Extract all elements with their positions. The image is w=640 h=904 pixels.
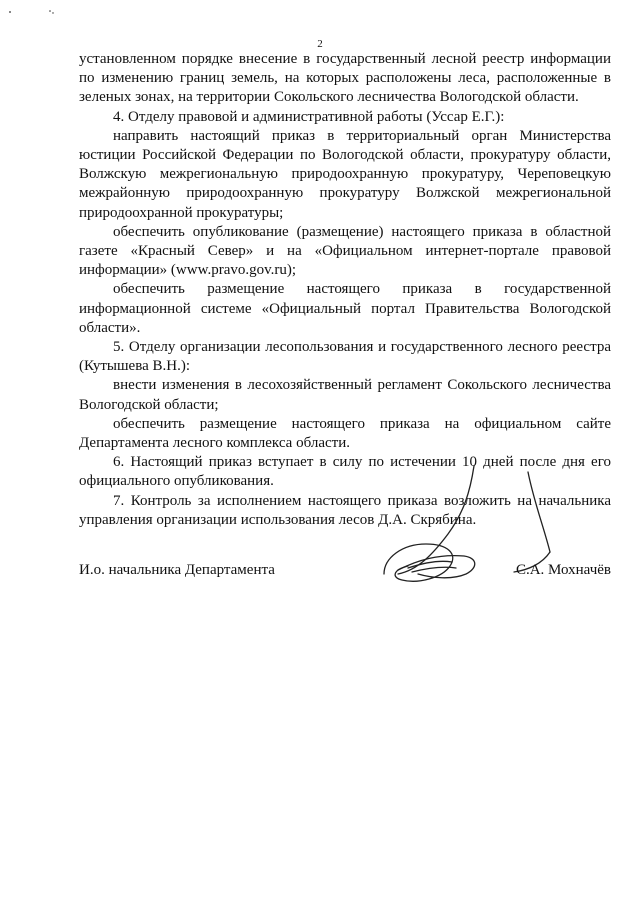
paragraph: 4. Отделу правовой и административной работы (Уссар Е.Г.): [113,108,505,125]
paragraph: обеспечить опубликование (размещение) настоящего приказа в областной газете «Красный Север» и на «Официальном интернет-портале правовой информации» (www.pravo.gov.ru); [79,223,611,279]
page-number: 2 [317,38,323,50]
paragraph: направить настоящий приказ в территориальный орган Министерства юстиции Российской Федерации по Вологодской области, прокуратуру области, Волжскую межрегиональную природоохранную прокуратуру, Череповецкую межрайонную природоохранную прокуратуру Волжской межрегиональной природоохранной прокуратуры; [79,127,611,221]
signature-block [79,562,611,586]
document-body [79,50,611,530]
signatory-name: С.А. Мохначёв [515,562,611,578]
paragraph: обеспечить размещение настоящего приказа в государственной информационной системе «Официальный портал Правительства Вологодской области». [79,281,611,336]
paragraph: 6. Настоящий приказ вступает в силу по истечении 10 дней после дня его официального опубликования. [79,454,611,490]
paragraph: внести изменения в лесохозяйственный регламент Сокольского лесничества Вологодской области; [79,377,611,413]
paragraph: установленном порядке внесение в государственный лесной реестр информации по изменению границ земель, на которых расположены леса, расположенные в зеленых зонах, на территории Сокольского лесничества Вологодской области. [79,51,611,106]
paragraph: 7. Контроль за исполнением настоящего приказа возложить на начальника управления организации использования лесов Д.А. Скрябина. [79,492,611,528]
paragraph: обеспечить размещение настоящего приказа на официальном сайте Департамента лесного комплекса области. [79,415,611,452]
scan-specks [6,6,76,20]
paragraph: 5. Отделу организации лесопользования и государственного лесного реестра (Кутышева В.Н.): [79,339,611,375]
signatory-title: И.о. начальника Департамента [79,562,275,578]
